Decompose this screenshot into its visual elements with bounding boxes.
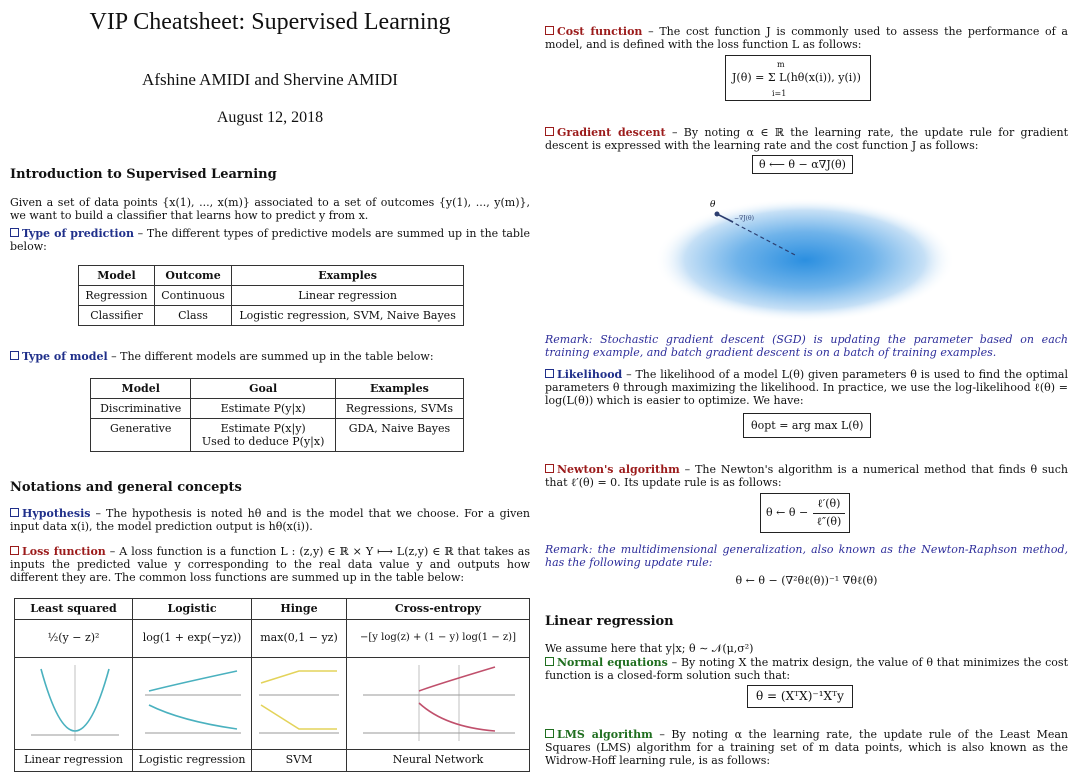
newton-lhs: θ ← θ − <box>766 506 809 519</box>
gd-equation: θ ⟵ θ − α∇J(θ) <box>752 155 853 174</box>
theta-label: θ <box>710 200 716 210</box>
model-table <box>90 378 464 452</box>
sgd-remark: Remark: Stochastic gradient descent (SGD) is updating the parameter based on each training example, and batch gradient descent is on a batch of training examples. <box>545 333 1068 359</box>
gradient-label: −∇J(θ) <box>734 215 754 222</box>
newton-text: – The Newton's algorithm is a numerical method that finds θ such that ℓ′(θ) = 0. Its update rule is as follows: <box>545 463 1068 489</box>
type-model-para <box>10 350 530 363</box>
gd-text: – By noting α ∈ ℝ the learning rate, the update rule for gradient descent is expressed with the learning rate and the cost function J as follows: <box>545 126 1068 152</box>
sum-upper: m <box>777 60 785 69</box>
loss-formula-logistic: log(1 + exp(−yz)) <box>142 631 242 644</box>
hypothesis-keyword: Hypothesis <box>10 507 90 520</box>
cost-keyword: Cost function <box>545 25 642 38</box>
gd-keyword: Gradient descent <box>545 126 666 139</box>
table-header: Model <box>79 266 155 286</box>
checkbox-square-icon <box>545 657 554 666</box>
hypothesis-para <box>10 507 530 533</box>
normal-eq-keyword: Normal equations <box>545 656 668 669</box>
table-header: Examples <box>232 266 464 286</box>
newton-raphson-equation: θ ← θ − (∇²θℓ(θ))⁻¹ ∇θℓ(θ) <box>735 574 878 587</box>
loss-formula-least-squared: ½(y − z)² <box>47 631 100 644</box>
loss-keyword: Loss function <box>10 545 106 558</box>
cost-equation-box <box>725 55 871 101</box>
table-header: Model <box>91 379 191 399</box>
hinge-plot <box>255 661 343 745</box>
cost-text: – The cost function J is commonly used to assess the performance of a model, and is defined with the loss function L as follows: <box>545 25 1068 51</box>
date: August 12, 2018 <box>216 109 324 126</box>
table-header: Outcome <box>154 266 231 286</box>
notations-heading: Notations and general concepts <box>10 480 242 495</box>
checkbox-square-icon <box>545 26 554 35</box>
table-cell: Regression <box>79 286 155 306</box>
loss-text: – A loss function is a function L : (z,y) ∈ ℝ × Y ⟼ L(z,y) ∈ ℝ that takes as inputs the predicted value y corresponding to the real data value y and outputs how different they are. The common loss functions are summed up in the table below: <box>10 545 530 584</box>
checkbox-square-icon <box>10 508 19 517</box>
loss-header-logistic: Logistic <box>167 602 217 615</box>
type-prediction-text: – The different types of predictive models are summed up in the table below: <box>10 227 530 253</box>
type-model-keyword: Type of model <box>10 350 108 363</box>
table-cell: Discriminative <box>91 399 191 419</box>
doc-title: VIP Cheatsheet: Supervised Learning <box>89 9 451 35</box>
table-row <box>91 399 464 419</box>
cost-equation: J(θ) = Σ L(hθ(x(i)), y(i)) <box>732 71 861 84</box>
loss-header-hinge: Hinge <box>280 602 318 615</box>
cross-entropy-plot <box>355 661 523 745</box>
normal-eq-text: – By noting X the matrix design, the value of θ that minimizes the cost function is a closed-form solution such that: <box>545 656 1068 682</box>
loss-header-least-squared: Least squared <box>30 602 117 615</box>
logistic-plot <box>141 661 245 745</box>
loss-caption-logistic: Logistic regression <box>138 753 246 766</box>
gd-para <box>545 126 1068 152</box>
checkbox-square-icon <box>10 546 19 555</box>
checkbox-square-icon <box>545 464 554 473</box>
newton-denominator: ℓ″(θ) <box>816 515 842 528</box>
checkbox-square-icon <box>545 369 554 378</box>
loss-header-cross-entropy: Cross-entropy <box>394 602 482 615</box>
newton-equation-box <box>760 493 850 533</box>
type-prediction-keyword: Type of prediction <box>10 227 134 240</box>
table-row <box>91 419 464 452</box>
table-cell: Classifier <box>79 306 155 326</box>
cost-para <box>545 25 1068 51</box>
table-header: Goal <box>191 379 335 399</box>
type-model-text: – The different models are summed up in the table below: <box>107 350 434 363</box>
checkbox-square-icon <box>10 351 19 360</box>
checkbox-square-icon <box>545 729 554 738</box>
loss-caption-svm: SVM <box>285 753 313 766</box>
likelihood-equation: θopt = arg max L(θ) <box>743 413 871 438</box>
loss-table <box>14 598 530 772</box>
normal-eq-para <box>545 656 1068 682</box>
likelihood-para <box>545 368 1068 407</box>
table-cell: Linear regression <box>232 286 464 306</box>
intro-heading: Introduction to Supervised Learning <box>10 167 277 182</box>
prediction-table <box>78 265 464 326</box>
table-cell: Logistic regression, SVM, Naive Bayes <box>232 306 464 326</box>
newton-para <box>545 463 1068 489</box>
authors: Afshine AMIDI and Shervine AMIDI <box>142 70 398 89</box>
least-squared-plot <box>27 661 123 745</box>
normal-equation: θ = (XᵀX)⁻¹Xᵀy <box>747 685 853 708</box>
lms-text: – By noting α the learning rate, the update rule of the Least Mean Squares (LMS) algorithm for a training set of m data points, which is also known as the Widrow-Hoff learning rule, is as follows: <box>545 728 1068 767</box>
checkbox-square-icon <box>545 127 554 136</box>
lms-para <box>545 728 1068 767</box>
table-row <box>79 306 464 326</box>
intro-text: Given a set of data points {x(1), ..., x(m)} associated to a set of outcomes {y(1), ..., y(m)}, we want to build a classifier that learns how to predict y from x. <box>10 196 530 222</box>
hypothesis-text: – The hypothesis is noted hθ and is the model that we choose. For a given input data x(i), the model prediction output is hθ(x(i)). <box>10 507 530 533</box>
loss-formula-cross-entropy: −[y log(z) + (1 − y) log(1 − z)] <box>360 632 516 643</box>
newton-numerator: ℓ′(θ) <box>817 497 841 510</box>
table-cell: Estimate P(x|y) Used to deduce P(y|x) <box>191 419 335 452</box>
table-row <box>79 286 464 306</box>
table-header: Examples <box>335 379 463 399</box>
table-cell: Estimate P(y|x) <box>191 399 335 419</box>
linreg-heading: Linear regression <box>545 614 674 629</box>
table-cell: Class <box>154 306 231 326</box>
table-cell: Generative <box>91 419 191 452</box>
table-cell: Continuous <box>154 286 231 306</box>
loss-caption-linear: Linear regression <box>24 753 123 766</box>
type-prediction-para <box>10 227 530 253</box>
loss-para <box>10 545 530 584</box>
newton-remark: Remark: the multidimensional generalization, also known as the Newton-Raphson method, has the following update rule: <box>545 543 1068 569</box>
checkbox-square-icon <box>10 228 19 237</box>
likelihood-text: – The likelihood of a model L(θ) given parameters θ is used to find the optimal parameters θ through maximizing the likelihood. In practice, we use the log-likelihood ℓ(θ) = log(L(θ)) which is easier to optimize. We have: <box>545 368 1068 407</box>
loss-formula-hinge: max(0,1 − yz) <box>260 631 338 644</box>
newton-keyword: Newton's algorithm <box>545 463 680 476</box>
sum-lower: i=1 <box>772 89 787 98</box>
linreg-assumption: We assume here that y|x; θ ∼ 𝒩(μ,σ²) <box>545 642 754 655</box>
table-cell: GDA, Naive Bayes <box>335 419 463 452</box>
likelihood-keyword: Likelihood <box>545 368 622 381</box>
gradient-descent-figure <box>645 192 965 324</box>
loss-caption-neural: Neural Network <box>392 753 484 766</box>
fraction-bar <box>813 513 845 514</box>
lms-keyword: LMS algorithm <box>545 728 653 741</box>
table-cell: Regressions, SVMs <box>335 399 463 419</box>
